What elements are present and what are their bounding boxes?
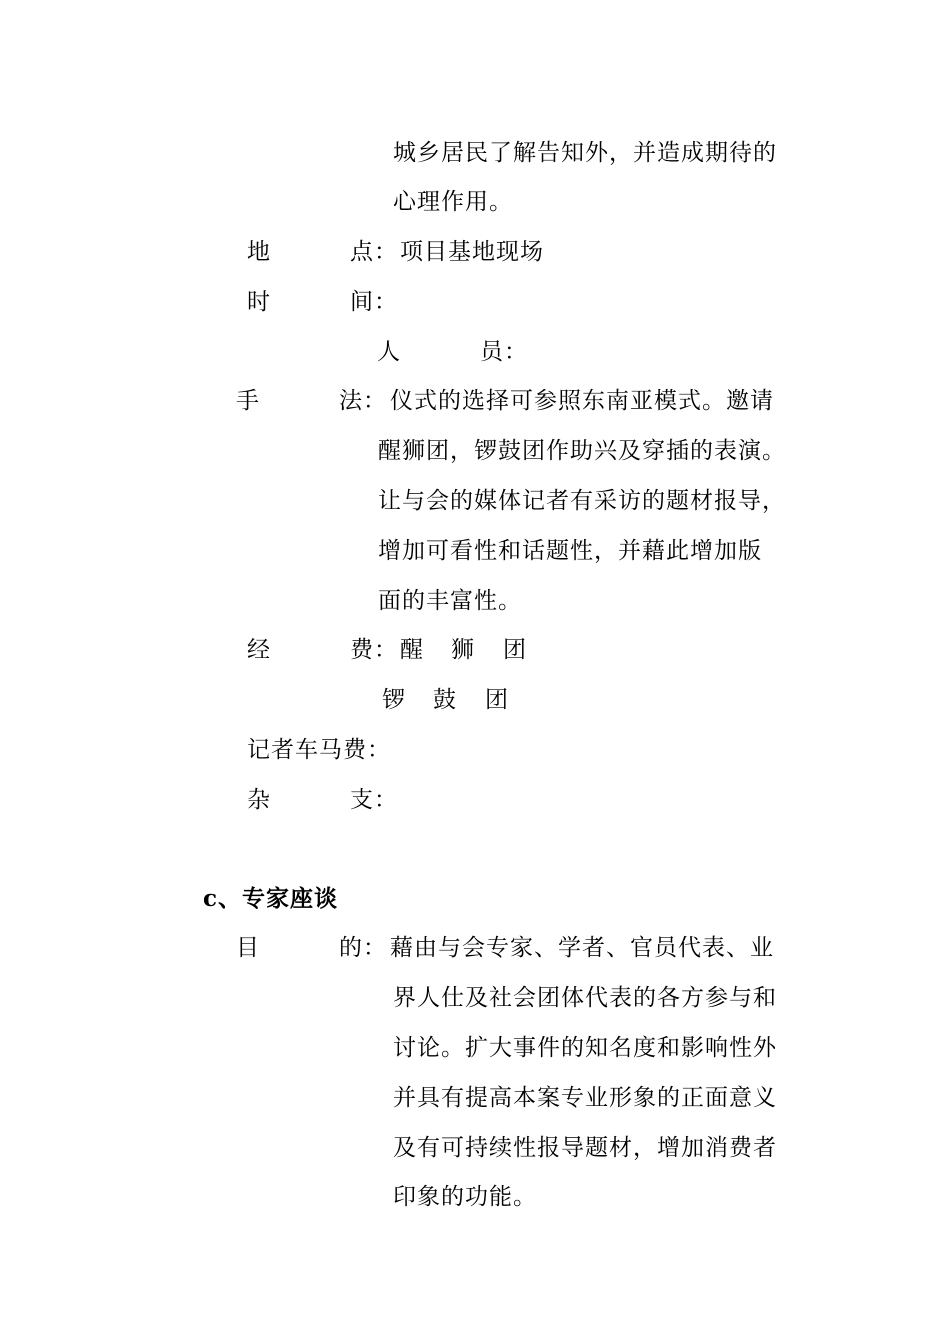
purpose-line-4: 并具有提高本案专业形象的正面意义 [393, 1085, 777, 1111]
misc-label-b: 支： [350, 787, 398, 813]
location-label-b: 点： [350, 239, 398, 265]
method-line-2: 醒狮团，锣鼓团作助兴及穿插的表演。 [378, 438, 786, 464]
purpose-line-6: 印象的功能。 [393, 1184, 537, 1210]
intro-line-1: 城乡居民了解告知外，并造成期待的 [393, 140, 777, 166]
budget-item-1-char-2: 狮 [451, 637, 475, 663]
method-label-a: 手 [236, 388, 260, 414]
purpose-line-3: 讨论。扩大事件的知名度和影响性外 [393, 1035, 777, 1061]
location-value: 项目基地现场 [400, 239, 544, 265]
press-fee-label: 记者车马费： [247, 737, 391, 763]
budget-label-b: 费： [350, 637, 398, 663]
section-c-heading: c、专家座谈 [203, 885, 339, 912]
intro-line-2: 心理作用。 [393, 189, 513, 215]
budget-item-2-char-1: 锣 [382, 687, 406, 713]
time-label-b: 间： [350, 289, 398, 315]
budget-item-1-char-3: 团 [503, 637, 527, 663]
budget-label-a: 经 [247, 637, 271, 663]
time-label-a: 时 [247, 289, 271, 315]
misc-label-a: 杂 [247, 787, 271, 813]
personnel-label-b: 员： [480, 339, 528, 365]
location-label-a: 地 [247, 239, 271, 265]
purpose-line-5: 及有可持续性报导题材，增加消费者 [393, 1135, 777, 1161]
purpose-label-b: 的： [339, 935, 387, 961]
budget-item-2-char-3: 团 [485, 687, 509, 713]
purpose-line-2: 界人仕及社会团体代表的各方参与和 [393, 985, 777, 1011]
method-line-3: 让与会的媒体记者有采访的题材报导， [378, 488, 786, 514]
personnel-label-a: 人 [377, 339, 401, 365]
budget-item-1-char-1: 醒 [400, 637, 424, 663]
purpose-line-1: 藉由与会专家、学者、官员代表、业 [390, 935, 774, 961]
method-line-5: 面的丰富性。 [378, 588, 522, 614]
purpose-label-a: 目 [236, 935, 260, 961]
budget-item-2-char-2: 鼓 [433, 687, 457, 713]
method-line-1: 仪式的选择可参照东南亚模式。邀请 [390, 388, 774, 414]
method-line-4: 增加可看性和话题性，并藉此增加版 [378, 538, 762, 564]
method-label-b: 法： [339, 388, 387, 414]
